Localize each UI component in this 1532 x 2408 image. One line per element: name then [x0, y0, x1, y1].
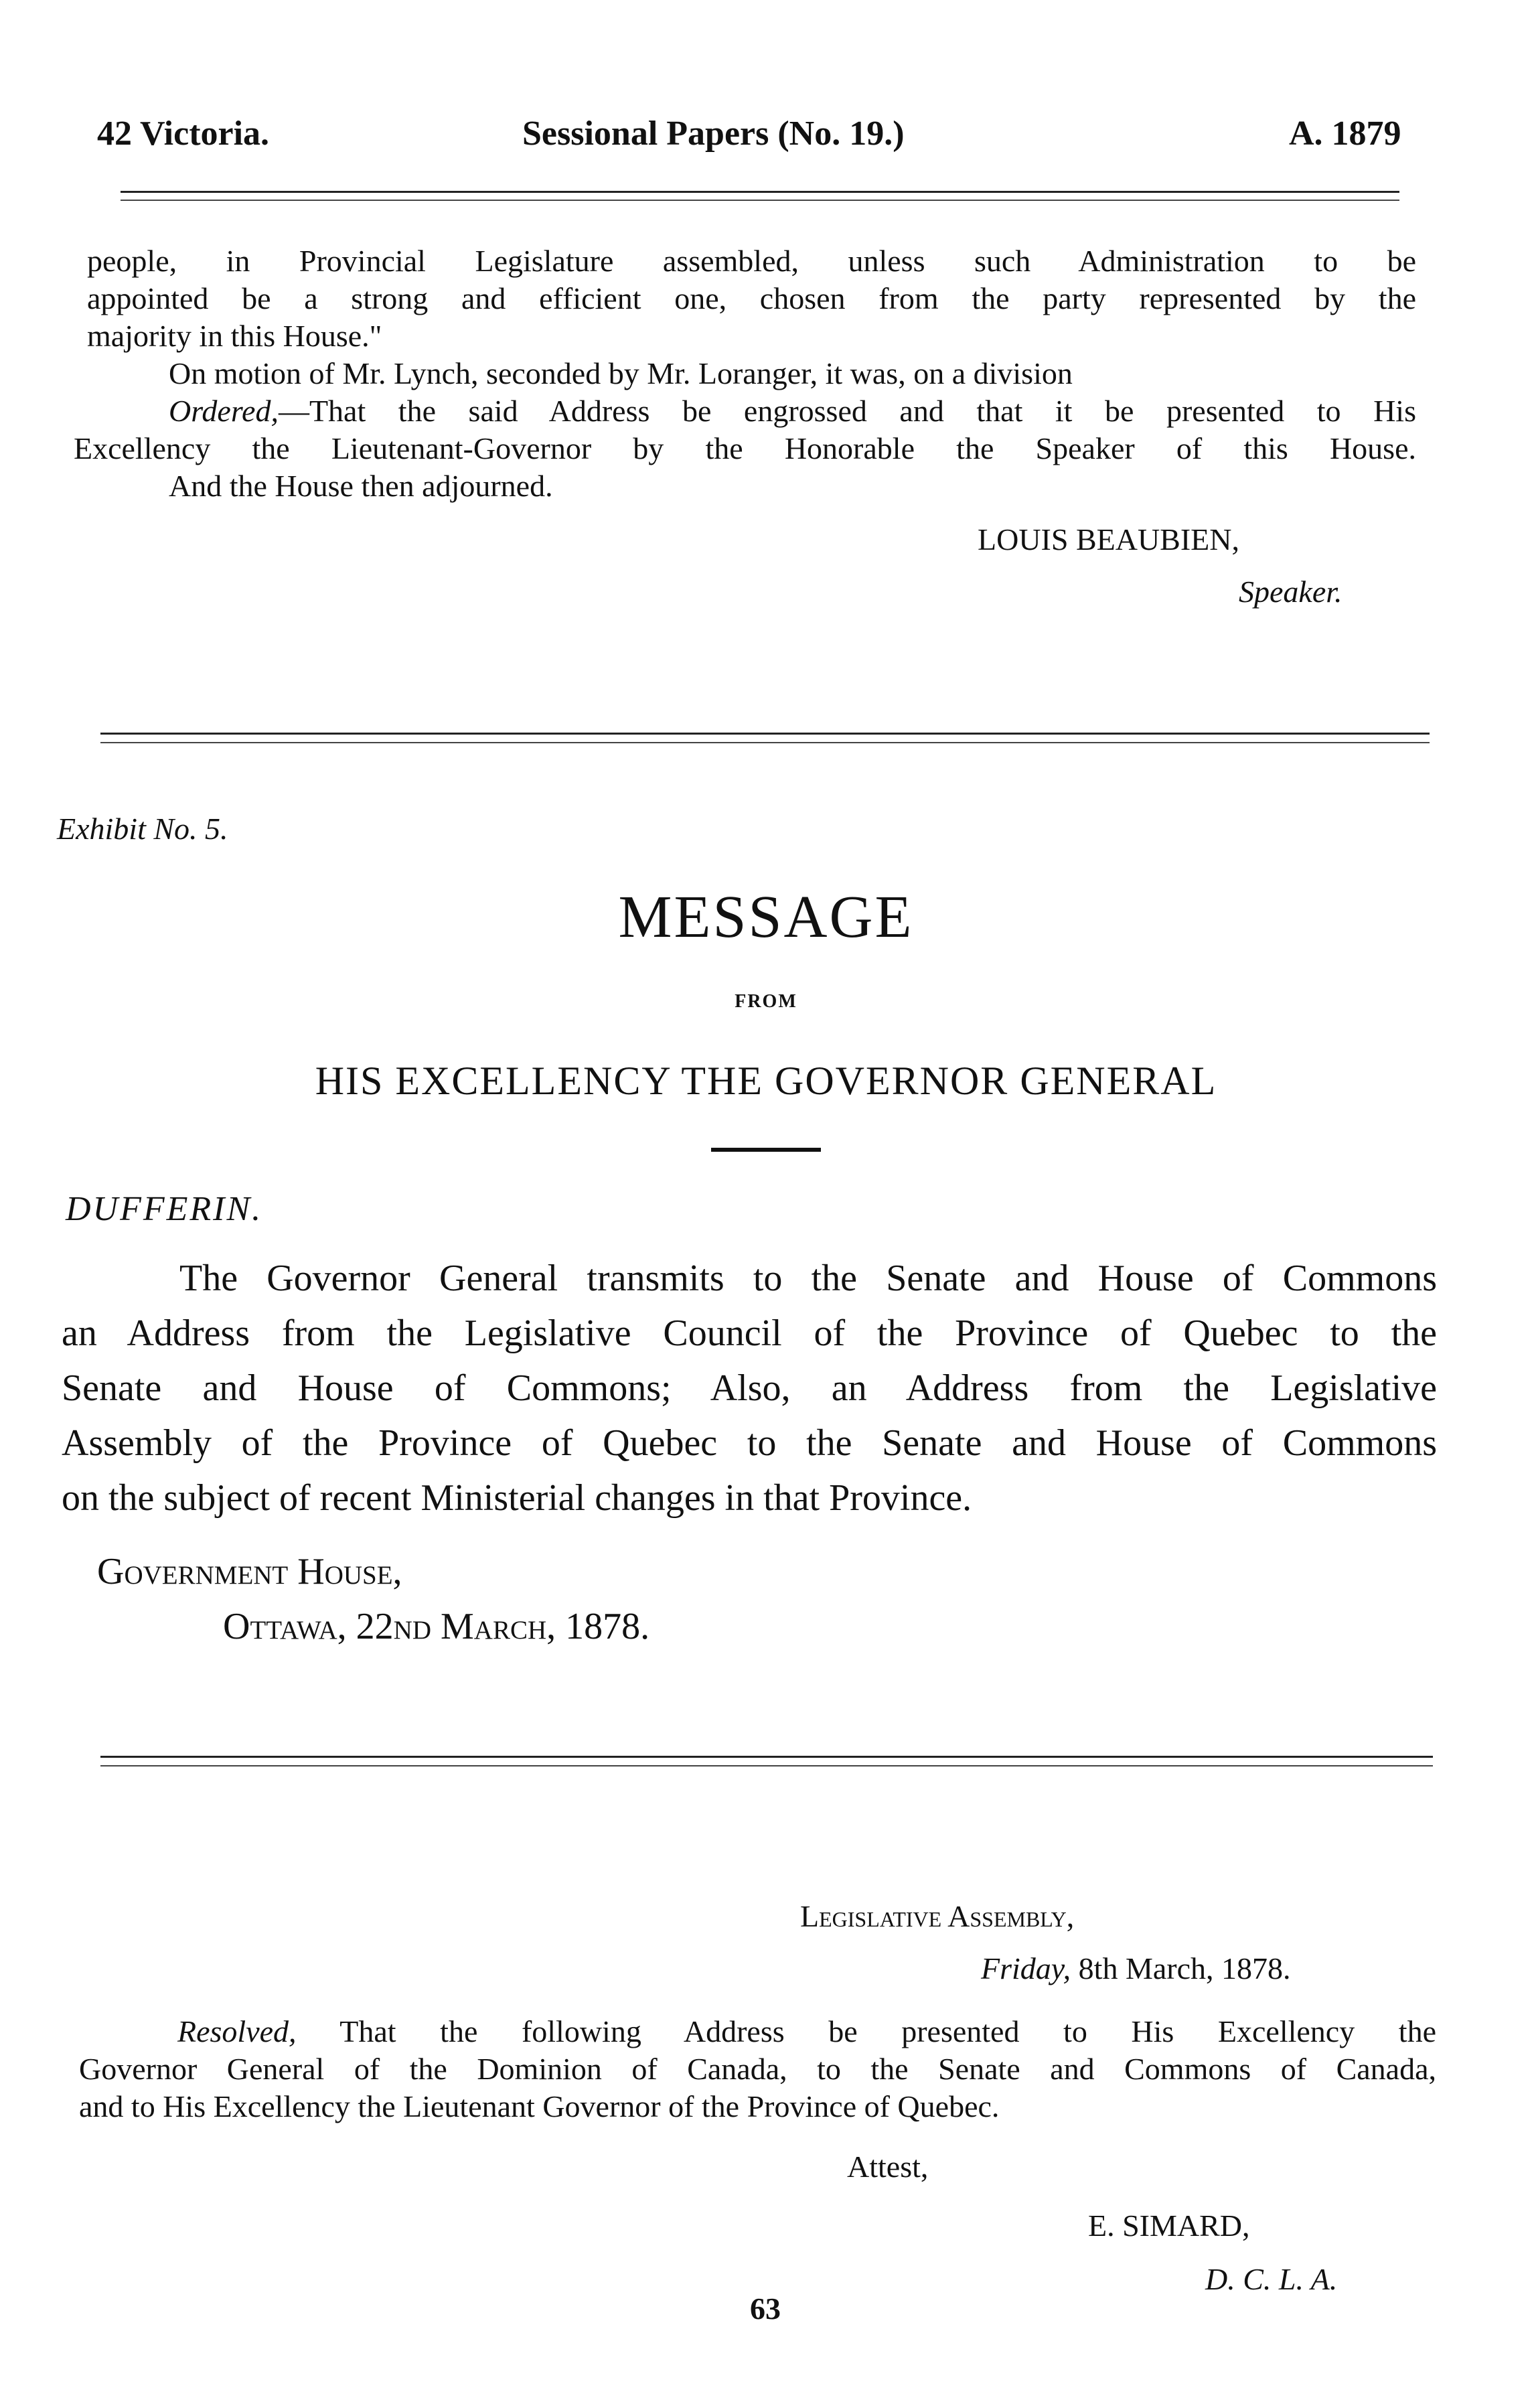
- resolution-line-1: [177, 2013, 1436, 2050]
- assembly-date-day: Friday,: [981, 1951, 1071, 1985]
- header-right: A. 1879: [1289, 115, 1401, 153]
- resolution-line-2: Governor General of the Dominion of Canada, to the Senate and Commons of Canada,: [79, 2052, 1436, 2086]
- top-line-2: appointed be a strong and efficient one, chosen from the party represented by the: [87, 281, 1416, 315]
- ordered-label: Ordered,: [169, 394, 279, 428]
- message-title: MESSAGE: [618, 884, 914, 950]
- page-number: 63: [750, 2291, 781, 2326]
- top-line-1: people, in Provincial Legislature assembled, unless such Administration to be: [87, 244, 1416, 278]
- speaker-name: LOUIS BEAUBIEN,: [978, 522, 1239, 556]
- message-subtitle: HIS EXCELLENCY THE GOVERNOR GENERAL: [315, 1059, 1217, 1103]
- top-line-3: majority in this House.": [87, 319, 382, 353]
- message-line-2: an Address from the Legislative Council of the Province of Quebec to the: [62, 1312, 1437, 1354]
- resolution-line-1-rest: That the following Address be presented to His Excellency the: [296, 2014, 1436, 2048]
- message-line-4: Assembly of the Province of Quebec to the Senate and House of Commons: [62, 1422, 1437, 1464]
- clerk-title: D. C. L. A.: [1205, 2262, 1338, 2296]
- resolution-line-3: and to His Excellency the Lieutenant Governor of the Province of Quebec.: [79, 2089, 1000, 2123]
- place-line-1: Government House,: [97, 1551, 402, 1592]
- adjourned-line: And the House then adjourned.: [169, 469, 553, 503]
- exhibit-rule: [100, 1756, 1433, 1758]
- header-center: Sessional Papers (No. 19.): [522, 115, 905, 153]
- assembly-date-rest: 8th March, 1878.: [1071, 1951, 1291, 1985]
- section-rule-2: [100, 742, 1430, 743]
- section-rule: [100, 733, 1430, 735]
- header-rule-2: [121, 200, 1399, 201]
- clerk-name: E. SIMARD,: [1088, 2208, 1250, 2243]
- assembly-heading: Legislative Assembly,: [800, 1899, 1075, 1933]
- header-left: 42 Victoria.: [97, 115, 270, 153]
- message-line-3: Senate and House of Commons; Also, an Address from the Legislative: [62, 1367, 1437, 1409]
- message-from: FROM: [735, 991, 797, 1012]
- motion-line: On motion of Mr. Lynch, seconded by Mr. Loranger, it was, on a division: [169, 356, 1073, 390]
- assembly-date: [981, 1950, 1291, 1987]
- attest-label: Attest,: [847, 2150, 929, 2184]
- exhibit-label: Exhibit No. 5.: [57, 812, 228, 846]
- ordered-line-2: Excellency the Lieutenant-Governor by the Honorable the Speaker of this House.: [74, 431, 1416, 465]
- message-line-5: on the subject of recent Ministerial changes in that Province.: [62, 1477, 972, 1519]
- signer: DUFFERIN.: [66, 1190, 263, 1228]
- resolved-label: Resolved,: [177, 2014, 297, 2048]
- title-dash: [711, 1148, 821, 1152]
- header-rule: [121, 191, 1399, 193]
- exhibit-rule-2: [100, 1765, 1433, 1766]
- ordered-line: [169, 392, 1416, 430]
- message-line-1: The Governor General transmits to the Senate and House of Commons: [179, 1258, 1437, 1299]
- speaker-title: Speaker.: [1239, 575, 1343, 609]
- ordered-rest: —That the said Address be engrossed and that it be presented to His: [278, 394, 1416, 428]
- place-line-2: Ottawa, 22nd March, 1878.: [223, 1606, 650, 1647]
